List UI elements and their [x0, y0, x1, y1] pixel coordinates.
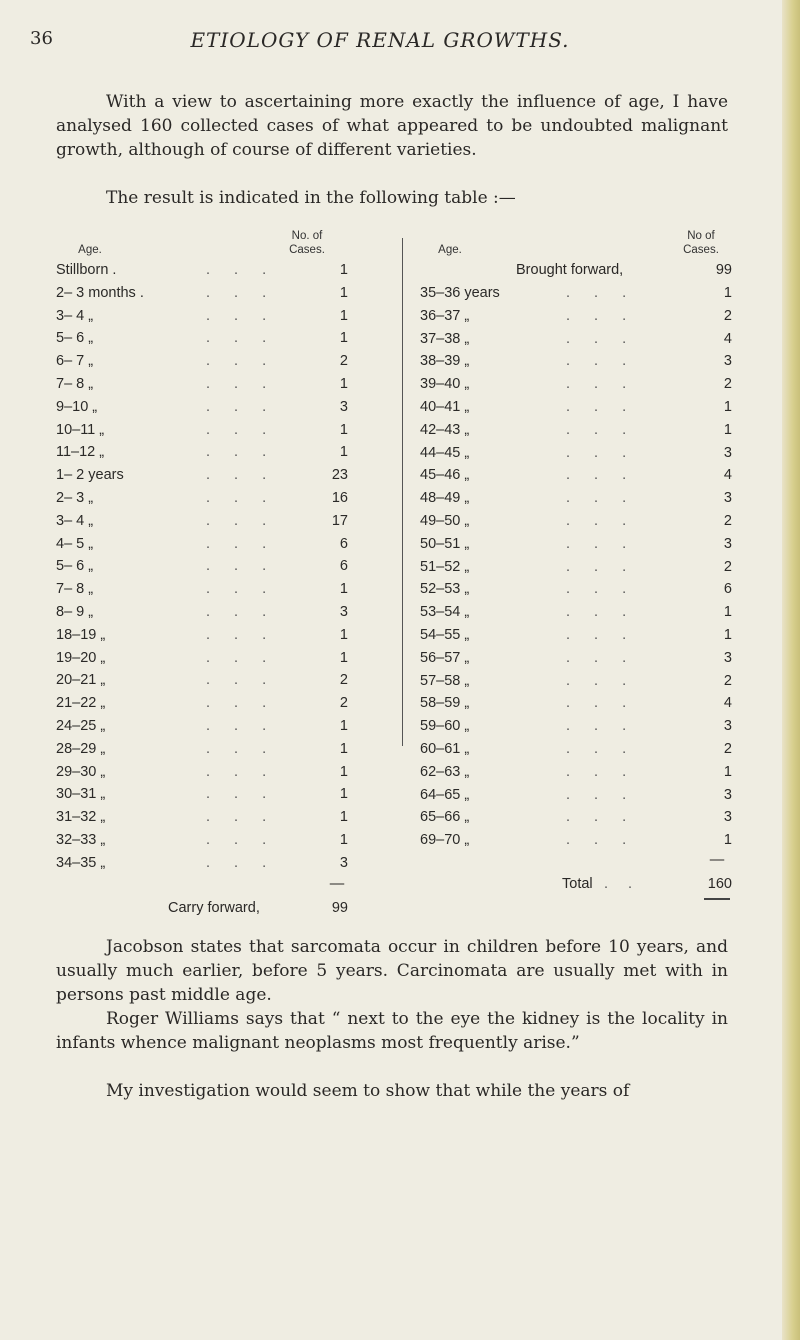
row-age: 44–45 „ [420, 444, 470, 461]
row-age: 7– 8 „ [56, 375, 94, 392]
row-cases: 2 [339, 353, 348, 370]
row-age: 51–52 „ [420, 558, 470, 575]
row-cases: 17 [331, 512, 348, 529]
row-age: 3– 4 „ [56, 307, 94, 324]
row-cases: 1 [339, 717, 348, 734]
row-cases: 1 [339, 831, 348, 848]
carry-forward-value: 99 [331, 900, 348, 916]
leader-dots: . . . [206, 740, 277, 757]
row-age: 2– 3 „ [56, 489, 94, 506]
right-cases-header-line1: No of [687, 230, 715, 242]
table-row [56, 650, 356, 673]
table-row [420, 467, 732, 490]
brought-forward-label: Brought forward, [516, 262, 624, 278]
row-age: 56–57 „ [420, 649, 470, 666]
table-row [56, 399, 356, 422]
row-cases: 3 [339, 854, 348, 871]
leader-dots: . . . [566, 421, 637, 438]
row-age: 4– 5 „ [56, 535, 94, 552]
row-age: 69–70 „ [420, 832, 470, 849]
row-cases: 2 [723, 672, 732, 689]
row-cases: 4 [723, 330, 732, 347]
row-age: 52–53 „ [420, 581, 470, 598]
row-cases: 3 [723, 353, 732, 370]
leader-dots: . . . [566, 558, 637, 575]
intro-paragraph: With a view to ascertaining more exactly the influence of age, I have analysed 160 collected cases of what appeared to be undoubted malignant growth, although of course of different varieties. [56, 92, 728, 160]
leader-dots: . . . [566, 695, 637, 712]
table-row [420, 581, 732, 604]
table-row [420, 422, 732, 445]
leader-dots: . . . [566, 832, 637, 849]
row-cases: 3 [723, 535, 732, 552]
total-label: Total [562, 876, 593, 892]
table-row [420, 513, 732, 536]
table-row [56, 604, 356, 627]
leader-dots: . . . [566, 672, 637, 689]
brought-forward-value: 99 [715, 262, 732, 278]
left-age-header: Age. [78, 244, 102, 256]
leader-dots: . . . [566, 604, 637, 621]
table-row [56, 422, 356, 445]
row-age: 24–25 „ [56, 717, 106, 734]
leader-dots: . . . [206, 489, 277, 506]
right-cases-header-line2: Cases. [683, 244, 719, 256]
table-row [420, 832, 732, 855]
row-age: 7– 8 „ [56, 581, 94, 598]
leader-dots: . . . [206, 535, 277, 552]
row-cases: 1 [339, 740, 348, 757]
table-row [56, 513, 356, 536]
leader-dots: . . . [206, 626, 277, 643]
row-age: 37–38 „ [420, 330, 470, 347]
row-age: 8– 9 „ [56, 603, 94, 620]
row-cases: 1 [723, 421, 732, 438]
row-age: 40–41 „ [420, 398, 470, 415]
row-cases: 1 [723, 604, 732, 621]
leader-dots: . . . [206, 398, 277, 415]
leader-dots: . . . [206, 421, 277, 438]
row-age: 49–50 „ [420, 512, 470, 529]
row-age: 11–12 „ [56, 444, 105, 461]
leader-dots: . . . [206, 603, 277, 620]
table-row [420, 627, 732, 650]
table-row [56, 581, 356, 604]
page-number: 36 [30, 28, 53, 49]
leader-dots: . . . [206, 695, 277, 712]
row-age: 1– 2 years [56, 467, 124, 484]
table-row [56, 741, 356, 764]
right-table-column [420, 285, 732, 855]
table-row [420, 718, 732, 741]
row-age: 30–31 „ [56, 786, 106, 803]
table-row [56, 672, 356, 695]
row-age: 20–21 „ [56, 672, 106, 689]
table-row [420, 764, 732, 787]
leader-dots: . . . [566, 330, 637, 347]
table-row [420, 559, 732, 582]
page-header [30, 28, 730, 58]
row-age: 34–35 „ [56, 854, 106, 871]
total-double-rule [704, 898, 730, 900]
leader-dots: . . . [206, 717, 277, 734]
row-age: 29–30 „ [56, 763, 106, 780]
leader-dots: . . . [206, 330, 277, 347]
row-age: 45–46 „ [420, 467, 470, 484]
row-cases: 1 [339, 330, 348, 347]
table-row [420, 809, 732, 832]
row-age: 64–65 „ [420, 786, 470, 803]
table-row [56, 308, 356, 331]
row-cases: 6 [339, 535, 348, 552]
table-row [56, 490, 356, 513]
leader-dots: . . . [566, 809, 637, 826]
row-age: 5– 6 „ [56, 558, 94, 575]
row-cases: 2 [723, 376, 732, 393]
row-cases: 3 [339, 603, 348, 620]
leader-dots: . . . [566, 307, 637, 324]
leader-dots: . . . [206, 672, 277, 689]
row-age: 3– 4 „ [56, 512, 94, 529]
row-cases: 2 [723, 558, 732, 575]
table-row [420, 353, 732, 376]
table-row [420, 376, 732, 399]
leader-dots: . . . [206, 786, 277, 803]
row-cases: 1 [339, 649, 348, 666]
intro-paragraph-table-lead: The result is indicated in the following table :— [106, 188, 516, 208]
right-age-header: Age. [438, 244, 462, 256]
table-row [56, 330, 356, 353]
left-cases-header-line1: No. of [291, 230, 323, 242]
row-cases: 1 [339, 284, 348, 301]
leader-dots: . . . [566, 467, 637, 484]
row-cases: 1 [723, 285, 732, 301]
total-value: 160 [707, 876, 732, 892]
row-cases: 3 [723, 649, 732, 666]
row-age: 35–36 years [420, 285, 500, 301]
table-row [420, 308, 732, 331]
left-cases-header-line2: Cases. [289, 244, 325, 256]
leader-dots: . . . [566, 626, 637, 643]
table-row [56, 718, 356, 741]
carry-forward-label: Carry forward, [168, 900, 260, 916]
row-age: 59–60 „ [420, 718, 470, 735]
row-age: 53–54 „ [420, 604, 470, 621]
row-cases: 1 [339, 421, 348, 438]
row-cases: 3 [339, 398, 348, 415]
row-age: 50–51 „ [420, 535, 470, 552]
row-cases: 1 [339, 375, 348, 392]
row-age: 28–29 „ [56, 740, 106, 757]
row-age: 39–40 „ [420, 376, 470, 393]
table-row [56, 764, 356, 787]
table-row [56, 809, 356, 832]
row-age: 21–22 „ [56, 695, 106, 712]
table-row [56, 467, 356, 490]
table-row [56, 353, 356, 376]
row-age: 31–32 „ [56, 809, 106, 826]
row-age: 18–19 „ [56, 626, 106, 643]
row-cases: 1 [339, 626, 348, 643]
table-row [420, 695, 732, 718]
table-row [56, 285, 356, 308]
table-row [420, 673, 732, 696]
row-cases: 3 [723, 786, 732, 803]
table-row [56, 262, 356, 285]
row-cases: 1 [339, 581, 348, 598]
row-cases: 2 [339, 695, 348, 712]
row-age: 42–43 „ [420, 421, 470, 438]
closing-paragraph-investigation: My investigation would seem to show that while the years of [106, 1081, 630, 1101]
table-row [56, 786, 356, 809]
row-age: 65–66 „ [420, 809, 470, 826]
leader-dots: . . . [206, 558, 277, 575]
table-row [56, 558, 356, 581]
row-cases: 3 [723, 444, 732, 461]
leader-dots: . . . [566, 786, 637, 803]
row-cases: 1 [723, 763, 732, 780]
table-row [56, 832, 356, 855]
row-cases: 4 [723, 695, 732, 712]
leader-dots: . . . [566, 376, 637, 393]
row-cases: 3 [723, 718, 732, 735]
row-age: 62–63 „ [420, 763, 470, 780]
leader-dots: . . . [206, 353, 277, 370]
leader-dots: . . . [566, 444, 637, 461]
row-cases: 2 [723, 512, 732, 529]
row-age: 9–10 „ [56, 398, 98, 415]
running-title: ETIOLOGY OF RENAL GROWTHS. [190, 28, 570, 52]
page-edge [782, 0, 800, 1340]
leader-dots: . . . [566, 490, 637, 507]
row-cases: 1 [723, 832, 732, 849]
table-row [420, 604, 732, 627]
column-divider [402, 238, 403, 746]
row-age: 54–55 „ [420, 626, 470, 643]
row-age: 38–39 „ [420, 353, 470, 370]
row-age: 60–61 „ [420, 740, 470, 757]
row-age: 32–33 „ [56, 831, 106, 848]
table-row [420, 285, 732, 308]
leader-dots: . . . [206, 581, 277, 598]
leader-dots: . . . [206, 467, 277, 484]
table-row [420, 445, 732, 468]
leader-dots: . . . [206, 375, 277, 392]
row-age: Stillborn . [56, 262, 117, 278]
row-cases: 1 [339, 262, 348, 278]
row-age: 19–20 „ [56, 649, 106, 666]
row-cases: 16 [331, 489, 348, 506]
row-cases: 1 [339, 786, 348, 803]
leader-dots: . . . [566, 763, 637, 780]
table-row [420, 741, 732, 764]
leader-dots: . . . [206, 809, 277, 826]
left-sum-rule: — [329, 876, 345, 892]
table-row [420, 650, 732, 673]
row-age: 36–37 „ [420, 307, 470, 324]
leader-dots: . . . [206, 307, 277, 324]
row-cases: 1 [339, 307, 348, 324]
leader-dots: . . . [206, 763, 277, 780]
row-cases: 3 [723, 809, 732, 826]
row-cases: 1 [339, 809, 348, 826]
table-row [56, 536, 356, 559]
row-cases: 1 [339, 763, 348, 780]
leader-dots: . . . [566, 535, 637, 552]
row-cases: 2 [723, 307, 732, 324]
leader-dots: . . . [566, 740, 637, 757]
row-age: 48–49 „ [420, 490, 470, 507]
row-age: 10–11 „ [56, 421, 105, 438]
row-age: 58–59 „ [420, 695, 470, 712]
row-age: 2– 3 months . [56, 284, 144, 301]
row-cases: 3 [723, 490, 732, 507]
closing-paragraph-jacobson: Jacobson states that sarcomata occur in children before 10 years, and usually much earlier, before 5 years. Carcinomata are usually met with in persons past middle age. [56, 937, 728, 1005]
row-cases: 1 [723, 398, 732, 415]
leader-dots: . . . [566, 285, 637, 301]
left-table-column [56, 262, 356, 878]
total-leader-dots: . . [604, 876, 641, 892]
table-row [56, 376, 356, 399]
row-cases: 4 [723, 467, 732, 484]
leader-dots: . . . [206, 284, 277, 301]
row-cases: 23 [331, 467, 348, 484]
row-cases: 6 [723, 581, 732, 598]
closing-paragraph-williams: Roger Williams says that “ next to the eye the kidney is the locality in infants whence malignant neoplasms most frequently arise.” [56, 1009, 728, 1053]
table-row [420, 536, 732, 559]
leader-dots: . . . [206, 831, 277, 848]
leader-dots: . . . [206, 444, 277, 461]
leader-dots: . . . [566, 353, 637, 370]
leader-dots: . . . [566, 512, 637, 529]
table-row [56, 627, 356, 650]
right-sum-rule: — [709, 852, 725, 868]
table-row [420, 787, 732, 810]
table-row [420, 331, 732, 354]
table-row [420, 399, 732, 422]
row-age: 57–58 „ [420, 672, 470, 689]
table-row [56, 855, 356, 878]
row-cases: 2 [723, 740, 732, 757]
row-cases: 1 [723, 626, 732, 643]
row-cases: 1 [339, 444, 348, 461]
table-row [420, 490, 732, 513]
leader-dots: . . . [206, 262, 277, 278]
leader-dots: . . . [566, 649, 637, 666]
leader-dots: . . . [206, 512, 277, 529]
row-age: 5– 6 „ [56, 330, 94, 347]
row-age: 6– 7 „ [56, 353, 94, 370]
table-row [56, 695, 356, 718]
leader-dots: . . . [566, 718, 637, 735]
leader-dots: . . . [566, 398, 637, 415]
leader-dots: . . . [206, 854, 277, 871]
row-cases: 2 [339, 672, 348, 689]
leader-dots: . . . [206, 649, 277, 666]
table-row [56, 444, 356, 467]
leader-dots: . . . [566, 581, 637, 598]
row-cases: 6 [339, 558, 348, 575]
